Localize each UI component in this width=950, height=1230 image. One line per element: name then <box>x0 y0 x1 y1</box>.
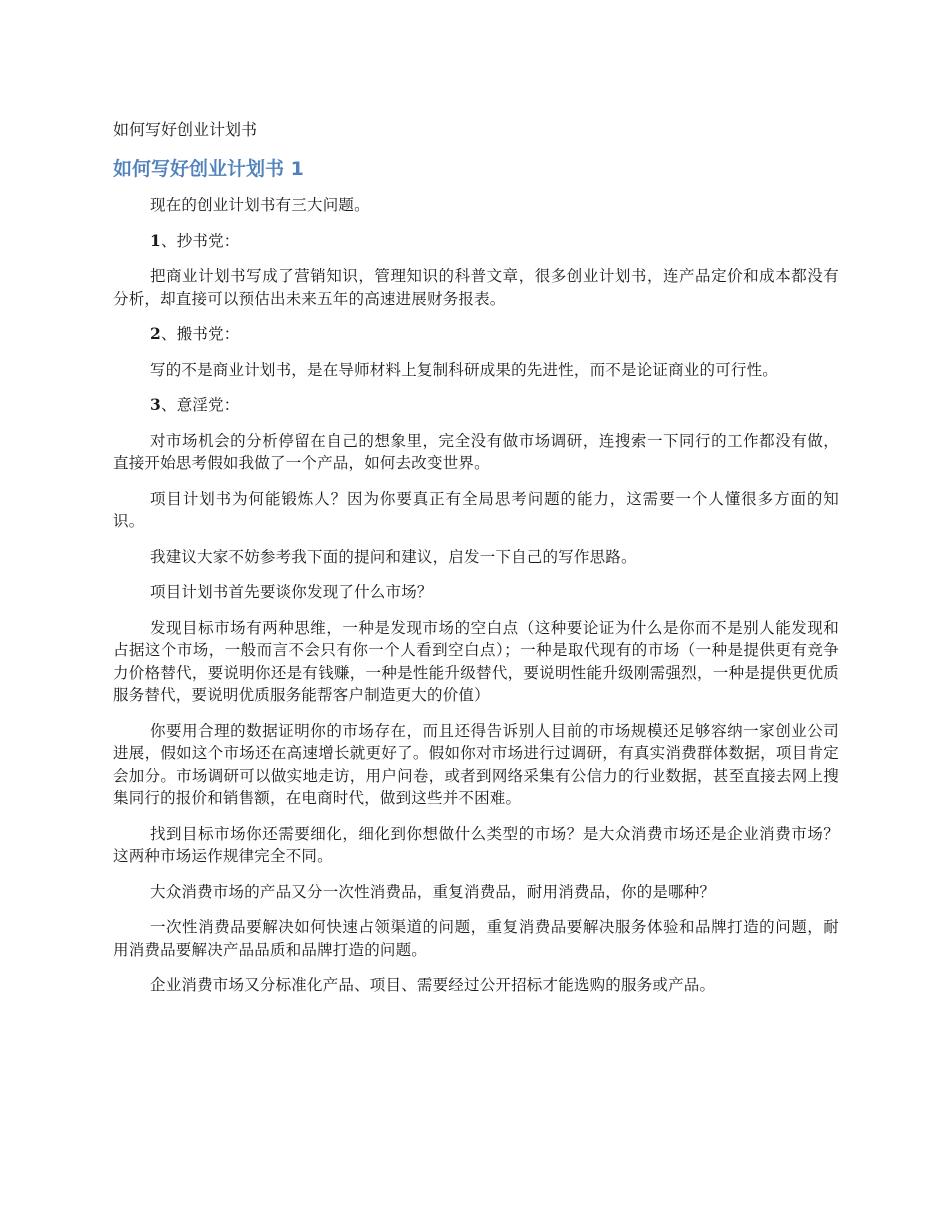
paragraph: 项目计划书首先要谈你发现了什么市场？ <box>150 583 433 601</box>
paragraph: 我建议大家不妨参考我下面的提问和建议，启发一下自己的写作思路。 <box>150 547 637 566</box>
paragraph: 大众消费市场的产品又分一次性消费品，重复消费品，耐用消费品，你的是哪种？ <box>150 882 716 901</box>
paragraph: 项目计划书为何能锻炼人？因为你要真正有全局思考问题的能力，这需要一个人懂很多方面的知识。 <box>113 489 839 530</box>
numbered-item <box>113 230 839 253</box>
paragraph: 现在的创业计划书有三大问题。 <box>150 196 370 214</box>
item-label: 、抄书党： <box>161 231 240 250</box>
paragraph: 发现目标市场有两种思维，一种是发现市场的空白点（这种要论证为什么是你而不是别人能发现和占据这个市场，一般而言不会只有你一个人看到空白点）；一种是取代现有的市场（一种是提供更有竞争力价格替代，要说明你还是有钱赚，一种是性能升级替代，要说明性能升级刚需强烈，一种是提供更优质服务替代，要说明优质服务能帮客户制造更大的价值） <box>113 618 839 704</box>
section-heading: 如何写好创业计划书 1 <box>113 158 304 180</box>
paragraph: 对市场机会的分析停留在自己的想象里，完全没有做市场调研，连搜索一下同行的工作都没有做，直接开始思考假如我做了一个产品，如何去改变世界。 <box>113 431 839 472</box>
paragraph: 你要用合理的数据证明你的市场存在，而且还得告诉别人目前的市场规模还足够容纳一家创业公司进展，假如这个市场还在高速增长就更好了。假如你对市场进行过调研，有真实消费群体数据，项目肯定会加分。市场调研可以做实地走访，用户问卷，或者到网络采集有公信力的行业数据，甚至直接去网上搜集同行的报价和销售额，在电商时代，做到这些并不困难。 <box>113 721 839 807</box>
document-page <box>113 118 839 1010</box>
item-label: 、意淫党： <box>161 396 240 414</box>
item-number: 2 <box>150 324 161 343</box>
paragraph: 一次性消费品要解决如何快速占领渠道的问题，重复消费品要解决服务体验和品牌打造的问题，耐用消费品要解决产品品质和品牌打造的问题。 <box>113 918 839 959</box>
paragraph: 企业消费市场又分标准化产品、项目、需要经过公开招标才能选购的服务或产品。 <box>150 976 716 994</box>
item-number: 1 <box>150 230 161 250</box>
paragraph: 写的不是商业计划书，是在导师材料上复制科研成果的先进性，而不是论证商业的可行性。 <box>150 360 779 379</box>
numbered-item <box>113 323 839 346</box>
paragraph: 把商业计划书写成了营销知识，管理知识的科普文章，很多创业计划书，连产品定价和成本都没有分析，却直接可以预估出未来五年的高速进展财务报表。 <box>113 267 839 308</box>
paragraph: 找到目标市场你还需要细化，细化到你想做什么类型的市场？是大众消费市场还是企业消费市场？这两种市场运作规律完全不同。 <box>113 824 839 865</box>
document-title: 如何写好创业计划书 <box>113 120 258 139</box>
item-number: 3 <box>150 395 161 414</box>
item-label: 、搬书党： <box>161 325 240 343</box>
numbered-item <box>113 394 839 417</box>
